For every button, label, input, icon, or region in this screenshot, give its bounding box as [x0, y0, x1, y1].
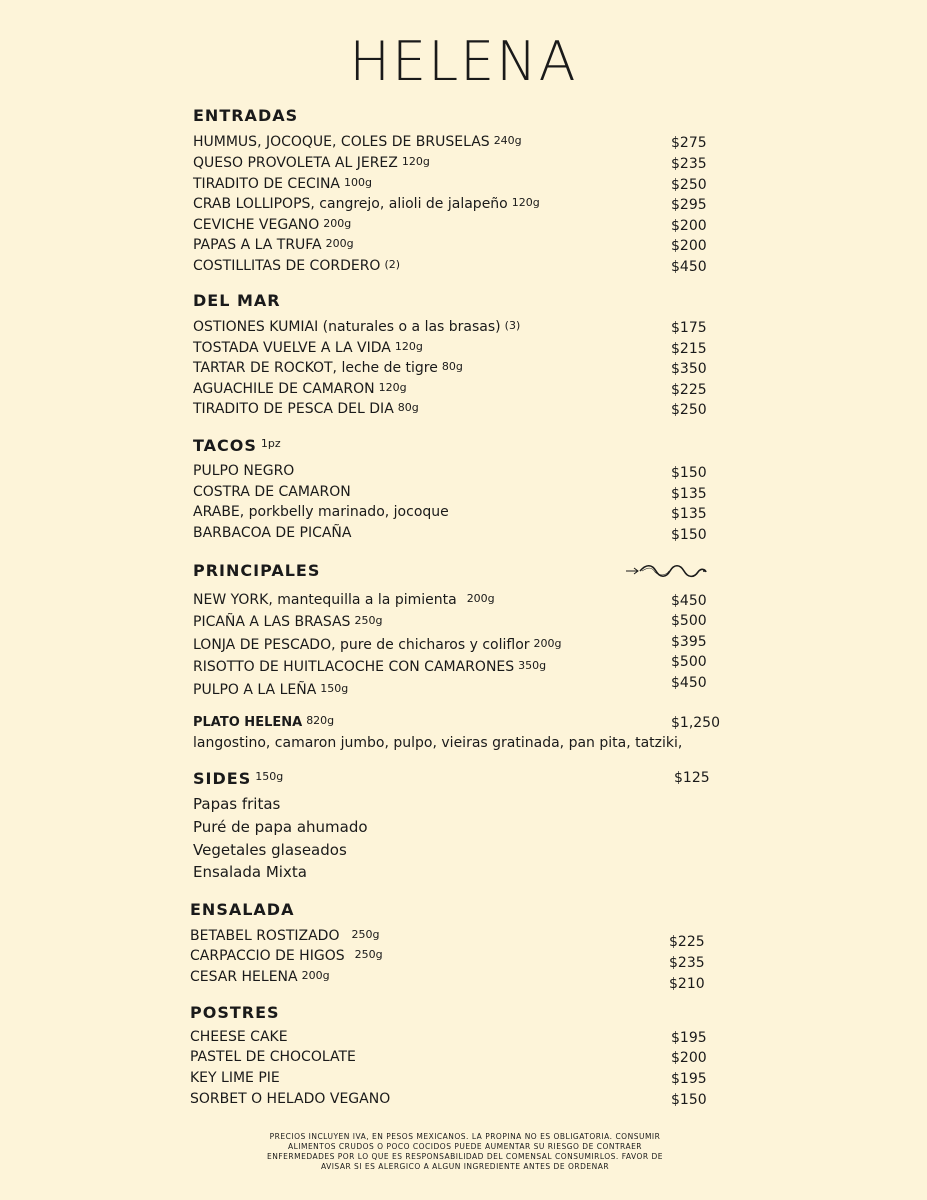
menu-item	[193, 237, 354, 253]
item-name: HUMMUS, JOCOQUE, COLES DE BRUSELAS	[193, 134, 490, 150]
section-unit: 150g	[255, 770, 284, 783]
item-price: $125	[674, 770, 710, 786]
legal-footer	[245, 1132, 685, 1172]
item-price: $450	[671, 593, 707, 609]
menu-item	[193, 319, 520, 335]
item-name: ARABE, porkbelly marinado, jocoque	[193, 504, 449, 520]
item-name: RISOTTO DE HUITLACOCHE CON CAMARONES	[193, 659, 515, 675]
item-price: $450	[671, 675, 707, 691]
item-qty: 820g	[306, 714, 335, 727]
menu-item	[193, 155, 430, 171]
side-item: Vegetales glaseados	[193, 841, 347, 859]
menu-item	[190, 928, 379, 944]
item-qty: 150g	[320, 682, 349, 695]
serpent-ornament-icon	[624, 560, 708, 582]
menu-item	[193, 682, 348, 698]
item-price: $275	[671, 135, 707, 151]
section-title-principales: PRINCIPALES	[193, 561, 321, 580]
item-price: $200	[671, 218, 707, 234]
section-title-ensalada: ENSALADA	[190, 900, 295, 919]
item-name: NEW YORK, mantequilla a la pimienta	[193, 592, 457, 608]
item-qty: 240g	[493, 134, 522, 147]
item-name: TARTAR DE ROCKOT, leche de tigre	[193, 360, 438, 376]
item-name: COSTILLITAS DE CORDERO	[193, 258, 381, 274]
item-qty: 200g	[301, 969, 330, 982]
item-name: CEVICHE VEGANO	[193, 217, 320, 233]
item-qty: 120g	[511, 196, 540, 209]
item-qty: 200g	[323, 217, 352, 230]
item-name: LONJA DE PESCADO, pure de chicharos y coliflor	[193, 637, 530, 653]
item-qty: 200g	[533, 637, 562, 650]
item-qty: 120g	[378, 381, 407, 394]
item-name: PLATO HELENA	[193, 715, 303, 730]
item-name: BETABEL ROSTIZADO	[190, 928, 340, 944]
item-price: $150	[671, 527, 707, 543]
section-title-entradas: ENTRADAS	[193, 106, 299, 125]
menu-item	[193, 258, 400, 274]
menu-item	[193, 176, 372, 192]
menu-item	[193, 381, 407, 397]
footer-line: AVISAR SI ES ALERGICO A ALGUN INGREDIENTE ANTES DE ORDENAR	[320, 1162, 610, 1171]
menu-item	[193, 484, 351, 500]
menu-item	[190, 1029, 288, 1045]
menu-item	[190, 948, 383, 964]
item-name: CARPACCIO DE HIGOS	[190, 948, 345, 964]
menu-item	[193, 614, 382, 630]
item-price: $450	[671, 259, 707, 275]
item-price: $250	[671, 177, 707, 193]
footer-line: ALIMENTOS CRUDOS O POCO COCIDOS PUEDE AUMENTAR SU RIESGO DE CONTRAER	[287, 1142, 643, 1151]
menu-item	[190, 1091, 390, 1107]
item-qty: 250g	[354, 614, 383, 627]
restaurant-logo: HELENA	[349, 30, 578, 93]
section-unit: 1pz	[260, 437, 281, 450]
plato-helena	[193, 714, 334, 730]
item-price: $200	[671, 1050, 707, 1066]
item-price: $350	[671, 361, 707, 377]
item-name: PASTEL DE CHOCOLATE	[190, 1049, 356, 1065]
menu-item	[193, 504, 449, 520]
item-price: $215	[671, 341, 707, 357]
item-qty: 120g	[401, 155, 430, 168]
item-name: TIRADITO DE PESCA DEL DIA	[193, 401, 394, 417]
item-price: $395	[671, 634, 707, 650]
item-qty: 80g	[441, 360, 463, 373]
menu-item	[190, 1049, 356, 1065]
item-price: $150	[671, 465, 707, 481]
footer-line: ENFERMEDADES POR LO QUE ES RESPONSABILIDAD DEL COMENSAL CONSUMIRLOS. FAVOR DE	[267, 1152, 663, 1161]
item-qty: 120g	[394, 340, 423, 353]
item-name: CRAB LOLLIPOPS, cangrejo, alioli de jalapeño	[193, 196, 508, 212]
footer-line: PRECIOS INCLUYEN IVA, EN PESOS MEXICANOS. LA PROPINA NO ES OBLIGATORIA. CONSUMIR	[269, 1132, 661, 1141]
menu-item	[193, 659, 546, 675]
item-qty: 100g	[344, 176, 372, 189]
section-title-postres: POSTRES	[190, 1003, 280, 1022]
item-name: COSTRA DE CAMARON	[193, 484, 351, 500]
section-title-del-mar: DEL MAR	[193, 291, 281, 310]
item-name: KEY LIME PIE	[190, 1070, 280, 1086]
plato-description: langostino, camaron jumbo, pulpo, vieiras gratinada, pan pita, tatziki,	[193, 735, 683, 751]
side-item: Papas fritas	[193, 795, 281, 813]
item-price: $1,250	[671, 715, 720, 731]
item-name: CHEESE CAKE	[190, 1029, 288, 1045]
item-name: PULPO NEGRO	[193, 463, 295, 479]
item-price: $225	[671, 382, 707, 398]
section-title-text: TACOS	[193, 436, 257, 455]
menu-item	[193, 360, 463, 376]
item-name: TOSTADA VUELVE A LA VIDA	[193, 340, 391, 356]
item-name: TIRADITO DE CECINA	[193, 176, 340, 192]
item-name: SORBET O HELADO VEGANO	[190, 1091, 391, 1107]
menu-item	[193, 637, 562, 653]
menu-item	[193, 134, 522, 150]
section-title-tacos	[193, 436, 281, 455]
item-qty: (2)	[384, 258, 401, 271]
item-price: $225	[669, 934, 705, 950]
item-name: CESAR HELENA	[190, 969, 298, 985]
item-price: $195	[671, 1071, 707, 1087]
menu-item	[193, 463, 294, 479]
menu-item	[193, 196, 540, 212]
item-price: $150	[671, 1092, 707, 1108]
item-price: $250	[671, 402, 707, 418]
item-price: $235	[669, 955, 705, 971]
item-name: PULPO A LA LEÑA	[193, 682, 317, 698]
menu-item	[193, 525, 351, 541]
item-name: OSTIONES KUMIAI (naturales o a las brasas)	[193, 319, 501, 335]
item-qty: 200g	[325, 237, 354, 250]
menu-item	[193, 401, 419, 417]
section-title-text: SIDES	[193, 769, 252, 788]
item-price: $135	[671, 506, 707, 522]
menu-item	[193, 340, 423, 356]
item-price: $235	[671, 156, 707, 172]
item-qty: 250g	[351, 928, 380, 941]
item-price: $295	[671, 197, 707, 213]
item-qty: 200g	[466, 592, 495, 605]
item-name: PICAÑA A LAS BRASAS	[193, 614, 351, 630]
item-name: AGUACHILE DE CAMARON	[193, 381, 375, 397]
side-item: Puré de papa ahumado	[193, 818, 368, 836]
item-price: $195	[671, 1030, 707, 1046]
item-price: $500	[671, 613, 707, 629]
item-price: $200	[671, 238, 707, 254]
item-name: BARBACOA DE PICAÑA	[193, 525, 352, 541]
item-qty: (3)	[504, 319, 521, 332]
item-price: $210	[669, 976, 705, 992]
item-name: QUESO PROVOLETA AL JEREZ	[193, 155, 398, 171]
menu-item	[190, 969, 330, 985]
item-name: PAPAS A LA TRUFA	[193, 237, 322, 253]
item-price: $500	[671, 654, 707, 670]
item-price: $175	[671, 320, 707, 336]
item-price: $135	[671, 486, 707, 502]
menu-item	[193, 217, 351, 233]
section-title-sides	[193, 769, 283, 788]
item-qty: 80g	[397, 401, 419, 414]
item-qty: 250g	[354, 948, 383, 961]
menu-item	[193, 592, 495, 608]
item-qty: 350g	[518, 659, 547, 672]
menu-item	[190, 1070, 280, 1086]
side-item: Ensalada Mixta	[193, 863, 307, 881]
